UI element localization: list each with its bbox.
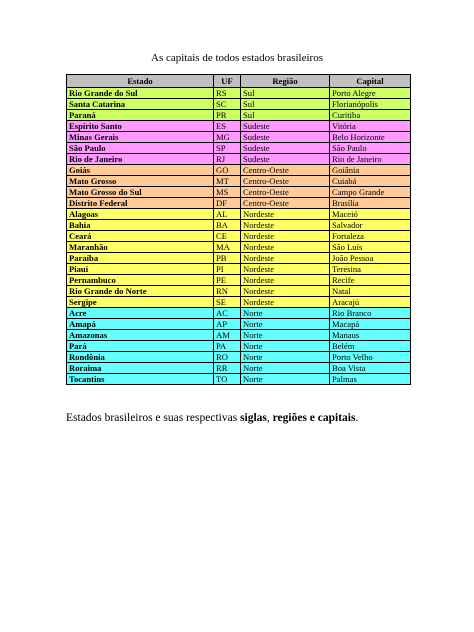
cell-uf: AM (214, 330, 241, 341)
cell-uf: PE (214, 275, 241, 286)
cell-uf: RJ (214, 154, 241, 165)
cell-uf: BA (214, 220, 241, 231)
cell-capital: Aracajú (330, 297, 411, 308)
table-row (67, 143, 411, 154)
table-row (67, 374, 411, 385)
cell-uf: SE (214, 297, 241, 308)
cell-estado: Paraná (67, 110, 214, 121)
cell-regiao: Nordeste (241, 231, 330, 242)
caption-bold-siglas: siglas (240, 412, 267, 424)
cell-regiao: Nordeste (241, 253, 330, 264)
cell-uf: DF (214, 198, 241, 209)
cell-regiao: Sudeste (241, 132, 330, 143)
cell-uf: MT (214, 176, 241, 187)
cell-estado: Piauí (67, 264, 214, 275)
cell-capital: Brasília (330, 198, 411, 209)
cell-estado: Tocantins (67, 374, 214, 385)
table-row (67, 341, 411, 352)
cell-capital: Porto Alegre (330, 88, 411, 99)
cell-uf: CE (214, 231, 241, 242)
cell-regiao: Norte (241, 363, 330, 374)
cell-capital: Boa Vista (330, 363, 411, 374)
cell-regiao: Sudeste (241, 154, 330, 165)
cell-estado: Mato Grosso (67, 176, 214, 187)
document-title: As capitais de todos estados brasileiros (151, 52, 323, 64)
cell-uf: PR (214, 110, 241, 121)
table-row (67, 187, 411, 198)
cell-estado: Santa Catarina (67, 99, 214, 110)
table-row (67, 110, 411, 121)
cell-regiao: Nordeste (241, 275, 330, 286)
table-body (67, 88, 411, 385)
cell-regiao: Centro-Oeste (241, 198, 330, 209)
caption-end: . (355, 412, 359, 424)
table-row (67, 99, 411, 110)
header-uf: UF (214, 75, 241, 88)
table-row (67, 264, 411, 275)
cell-capital: Teresina (330, 264, 411, 275)
cell-uf: SP (214, 143, 241, 154)
table-row (67, 165, 411, 176)
cell-regiao: Sul (241, 99, 330, 110)
table-row (67, 220, 411, 231)
caption-bold-regioes: regiões e capitais (272, 412, 356, 424)
header-estado: Estado (67, 75, 214, 88)
table-row (67, 231, 411, 242)
cell-estado: Ceará (67, 231, 214, 242)
cell-capital: São Luís (330, 242, 411, 253)
table-row (67, 198, 411, 209)
cell-capital: Belém (330, 341, 411, 352)
cell-uf: TO (214, 374, 241, 385)
cell-capital: Recife (330, 275, 411, 286)
cell-estado: Sergipe (67, 297, 214, 308)
cell-uf: RS (214, 88, 241, 99)
table-row (67, 330, 411, 341)
cell-regiao: Norte (241, 352, 330, 363)
cell-regiao: Norte (241, 319, 330, 330)
cell-estado: Roraima (67, 363, 214, 374)
cell-capital: Macapá (330, 319, 411, 330)
cell-uf: ES (214, 121, 241, 132)
table-row (67, 308, 411, 319)
cell-capital: Porto Velho (330, 352, 411, 363)
cell-regiao: Nordeste (241, 242, 330, 253)
cell-regiao: Norte (241, 330, 330, 341)
cell-regiao: Sudeste (241, 121, 330, 132)
states-table-container (66, 74, 410, 385)
cell-estado: Amazonas (67, 330, 214, 341)
table-row (67, 176, 411, 187)
table-row (67, 363, 411, 374)
cell-regiao: Nordeste (241, 286, 330, 297)
cell-estado: Rio de Janeiro (67, 154, 214, 165)
cell-estado: Maranhão (67, 242, 214, 253)
cell-uf: PA (214, 341, 241, 352)
cell-estado: Amapá (67, 319, 214, 330)
table-row (67, 297, 411, 308)
cell-estado: Mato Grosso do Sul (67, 187, 214, 198)
header-regiao: Região (241, 75, 330, 88)
table-row (67, 253, 411, 264)
cell-regiao: Norte (241, 308, 330, 319)
cell-regiao: Nordeste (241, 297, 330, 308)
cell-capital: Manaus (330, 330, 411, 341)
cell-regiao: Nordeste (241, 220, 330, 231)
table-row (67, 242, 411, 253)
cell-regiao: Nordeste (241, 209, 330, 220)
cell-regiao: Sul (241, 88, 330, 99)
cell-capital: Natal (330, 286, 411, 297)
cell-estado: Pará (67, 341, 214, 352)
caption-separator: , (266, 412, 273, 424)
cell-capital: Curitiba (330, 110, 411, 121)
cell-capital: Palmas (330, 374, 411, 385)
table-header-row (67, 75, 411, 88)
cell-estado: Alagoas (67, 209, 214, 220)
cell-capital: São Paulo (330, 143, 411, 154)
cell-estado: Pernambuco (67, 275, 214, 286)
table-row (67, 88, 411, 99)
table-row (67, 132, 411, 143)
cell-regiao: Centro-Oeste (241, 165, 330, 176)
states-table (66, 74, 411, 385)
cell-estado: Acre (67, 308, 214, 319)
cell-estado: São Paulo (67, 143, 214, 154)
cell-capital: Fortaleza (330, 231, 411, 242)
cell-capital: Salvador (330, 220, 411, 231)
cell-uf: GO (214, 165, 241, 176)
cell-uf: AC (214, 308, 241, 319)
cell-capital: Belo Horizonte (330, 132, 411, 143)
cell-estado: Espírito Santo (67, 121, 214, 132)
cell-regiao: Nordeste (241, 264, 330, 275)
table-row (67, 209, 411, 220)
caption-prefix: Estados brasileiros e suas respectivas (66, 412, 241, 424)
table-row (67, 286, 411, 297)
table-row (67, 121, 411, 132)
cell-regiao: Norte (241, 341, 330, 352)
cell-estado: Rio Grande do Sul (67, 88, 214, 99)
cell-estado: Paraíba (67, 253, 214, 264)
cell-uf: MG (214, 132, 241, 143)
cell-uf: AP (214, 319, 241, 330)
cell-regiao: Centro-Oeste (241, 176, 330, 187)
cell-uf: MA (214, 242, 241, 253)
cell-estado: Goiás (67, 165, 214, 176)
cell-capital: Campo Grande (330, 187, 411, 198)
cell-regiao: Sul (241, 110, 330, 121)
cell-capital: Maceió (330, 209, 411, 220)
cell-estado: Rio Grande do Norte (67, 286, 214, 297)
header-capital: Capital (330, 75, 411, 88)
table-row (67, 154, 411, 165)
cell-uf: AL (214, 209, 241, 220)
cell-uf: PI (214, 264, 241, 275)
cell-capital: Cuiabá (330, 176, 411, 187)
cell-capital: Rio de Janeiro (330, 154, 411, 165)
cell-capital: Florianópolis (330, 99, 411, 110)
cell-regiao: Sudeste (241, 143, 330, 154)
cell-capital: Rio Branco (330, 308, 411, 319)
cell-estado: Bahia (67, 220, 214, 231)
cell-capital: Goiânia (330, 165, 411, 176)
table-row (67, 319, 411, 330)
cell-uf: RN (214, 286, 241, 297)
cell-regiao: Norte (241, 374, 330, 385)
cell-capital: João Pessoa (330, 253, 411, 264)
cell-uf: RO (214, 352, 241, 363)
cell-estado: Distrito Federal (67, 198, 214, 209)
table-caption (66, 412, 358, 424)
cell-uf: MS (214, 187, 241, 198)
cell-uf: SC (214, 99, 241, 110)
cell-estado: Minas Gerais (67, 132, 214, 143)
table-row (67, 275, 411, 286)
cell-uf: PB (214, 253, 241, 264)
cell-regiao: Centro-Oeste (241, 187, 330, 198)
cell-estado: Rondônia (67, 352, 214, 363)
table-row (67, 352, 411, 363)
cell-capital: Vitória (330, 121, 411, 132)
cell-uf: RR (214, 363, 241, 374)
